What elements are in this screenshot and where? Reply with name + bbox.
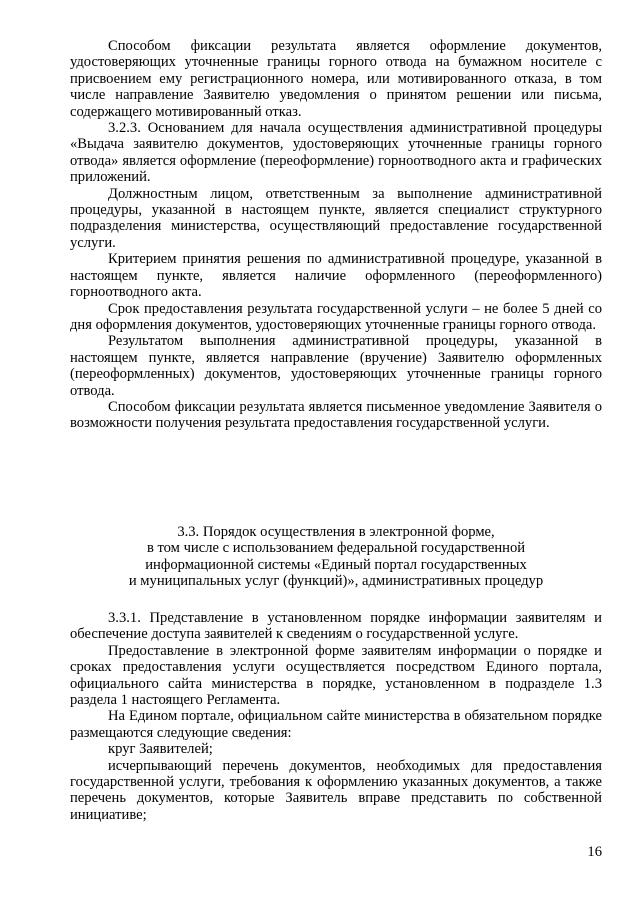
paragraph-portal-info: На Едином портале, официальном сайте министерства в обязательном порядке размещаются следующие сведения: — [70, 708, 602, 741]
paragraph-result-deadline: Срок предоставления результата государственной услуги – не более 5 дней со дня оформления документов, удостоверяющих уточненные границы горного отвода. — [70, 300, 602, 333]
section-heading-line: информационной системы «Единый портал государственных — [145, 556, 527, 573]
paragraph-procedure-result: Результатом выполнения административной процедуры, указанной в настоящем пункте, является направление (вручение) Заявителю оформленных (переоформленных) документов, удостоверяющих уточненные границы горного отвода. — [70, 333, 602, 399]
paragraph-3-2-3-basis: 3.2.3. Основанием для начала осуществления административной процедуры «Выдача заявителю документов, удостоверяющих уточненные границы горного отвода» является оформление (переоформление) горноотводного акта и графических приложений. — [70, 120, 602, 186]
section-heading-line: 3.3. Порядок осуществления в электронной форме, — [177, 524, 495, 540]
paragraph-decision-criterion: Критерием принятия решения по административной процедуре, указанной в настоящем пункте, является наличие оформленного (переоформленного) горноотводного акта. — [70, 251, 602, 301]
paragraph-fixation-method: Способом фиксации результата является оформление документов, удостоверяющих уточненные границы горного отвода на бумажном носителе с присвоением ему регистрационного номера, или мотивированного отказа, в том числе направление Заявителю уведомления о принятом решении или письма, содержащего мотивированный отказ. — [70, 38, 602, 120]
paragraph-3-3-1: 3.3.1. Представление в установленном порядке информации заявителям и обеспечение доступа заявителей к сведениям о государственной услуге. — [70, 610, 602, 643]
paragraph-responsible-official: Должностным лицом, ответственным за выполнение административной процедуры, указанной в настоящем пункте, является специалист структурного подразделения министерства, осуществляющий предоставление государственной услуги. — [70, 185, 602, 251]
text-block-bottom — [70, 610, 602, 823]
paragraph-applicants-list: круг Заявителей; — [108, 741, 213, 758]
paragraph-notification-method: Способом фиксации результата является письменное уведомление Заявителя о возможности получения результата предоставления государственной услуги. — [70, 398, 602, 432]
section-heading-line: и муниципальных услуг (функций)», административных процедур — [128, 573, 544, 590]
paragraph-electronic-info: Предоставление в электронной форме заявителям информации о порядке и сроках предоставления услуги осуществляется посредством Единого портала, официального сайта министерства в порядке, установленном в подразделе 1.3 раздела 1 настоящего Регламента. — [70, 642, 602, 709]
section-heading-3-3 — [70, 524, 602, 590]
paragraph-documents-list: исчерпывающий перечень документов, необходимых для предоставления государственной услуги, требования к оформлению указанных документов, а также перечень документов, которые Заявитель вправе представить по собственной инициативе; — [70, 757, 602, 823]
page-number: 16 — [587, 844, 602, 860]
section-heading-line: в том числе с использованием федеральной государственной — [146, 540, 526, 557]
text-block-top — [70, 38, 602, 432]
